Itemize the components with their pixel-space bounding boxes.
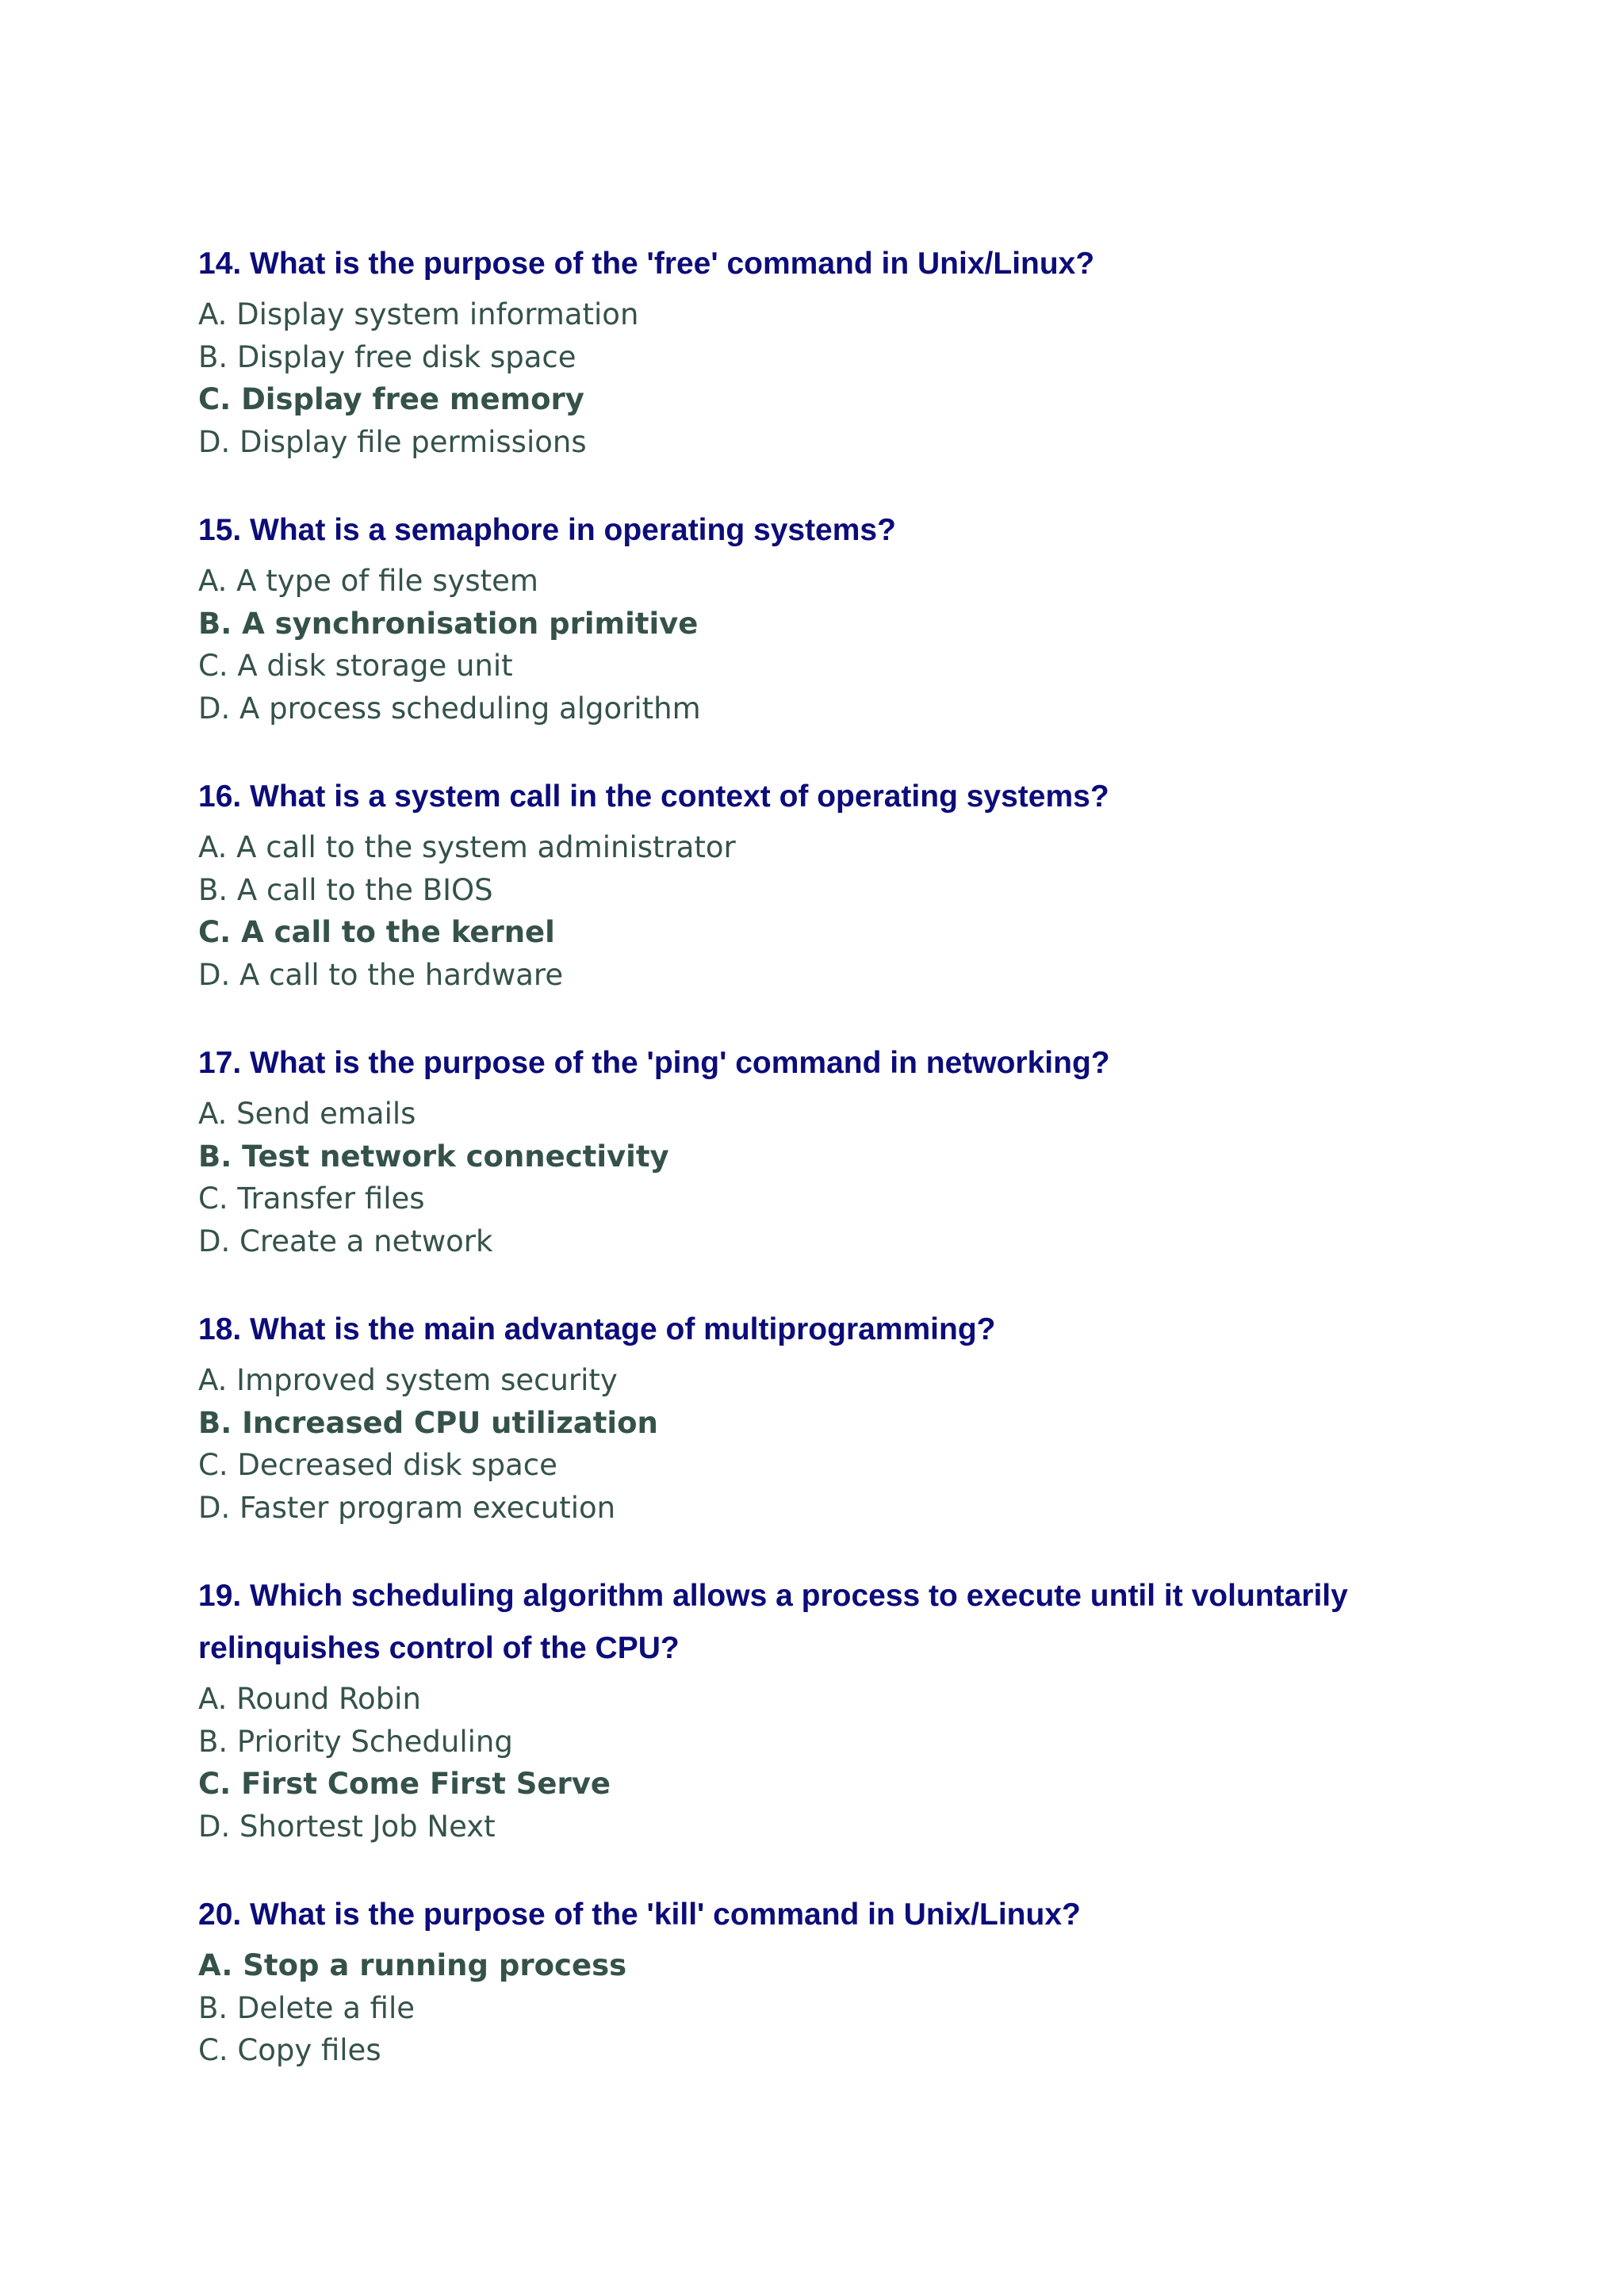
option-c: C. Decreased disk space (198, 1448, 557, 1482)
option-c: C. A call to the kernel (198, 915, 555, 949)
option-a: A. A call to the system administrator (198, 830, 736, 864)
question-text: 14. What is the purpose of the 'free' command in Unix/Linux? (198, 247, 1095, 281)
option-a: A. Stop a running process (198, 1948, 627, 1982)
question-text: 19. Which scheduling algorithm allows a process to execute until it voluntarily relinquishes control of the CPU? (198, 1579, 1348, 1665)
option-a: A. A type of file system (198, 564, 538, 598)
option-c: C. Transfer files (198, 1181, 425, 1216)
question-17 (198, 1037, 1435, 1262)
question-text: 20. What is the purpose of the 'kill' command in Unix/Linux? (198, 1898, 1081, 1932)
option-d: D. A call to the hardware (198, 957, 564, 992)
question-text: 18. What is the main advantage of multiprogramming? (198, 1312, 996, 1346)
question-15 (198, 504, 1435, 730)
question-text: 16. What is a system call in the context of operating systems? (198, 779, 1109, 814)
option-b: B. Delete a file (198, 1990, 416, 2025)
question-text: 15. What is a semaphore in operating systems? (198, 513, 896, 547)
option-d: D. Shortest Job Next (198, 1809, 496, 1844)
option-a: A. Send emails (198, 1097, 416, 1131)
quiz-page (198, 238, 1435, 2113)
question-text: 17. What is the purpose of the 'ping' command in networking? (198, 1046, 1110, 1080)
option-a: A. Improved system security (198, 1363, 618, 1397)
option-c: C. Display free memory (198, 382, 584, 416)
question-14 (198, 238, 1435, 463)
option-c: C. Copy files (198, 2033, 381, 2067)
question-16 (198, 771, 1435, 996)
question-20 (198, 1889, 1435, 2072)
option-c: C. First Come First Serve (198, 1767, 611, 1801)
option-d: D. Display file permissions (198, 424, 587, 459)
option-b: B. Display free disk space (198, 339, 576, 374)
option-d: D. Create a network (198, 1224, 493, 1258)
question-19 (198, 1570, 1435, 1848)
option-b: B. Priority Scheduling (198, 1724, 513, 1759)
option-b: B. A call to the BIOS (198, 872, 493, 907)
option-b: B. Test network connectivity (198, 1139, 669, 1174)
option-d: D. A process scheduling algorithm (198, 691, 701, 726)
option-a: A. Round Robin (198, 1682, 421, 1716)
option-b: B. Increased CPU utilization (198, 1405, 658, 1440)
option-d: D. Faster program execution (198, 1490, 616, 1525)
option-a: A. Display system information (198, 297, 639, 331)
option-b: B. A synchronisation primitive (198, 606, 699, 641)
question-18 (198, 1304, 1435, 1529)
option-c: C. A disk storage unit (198, 649, 513, 683)
